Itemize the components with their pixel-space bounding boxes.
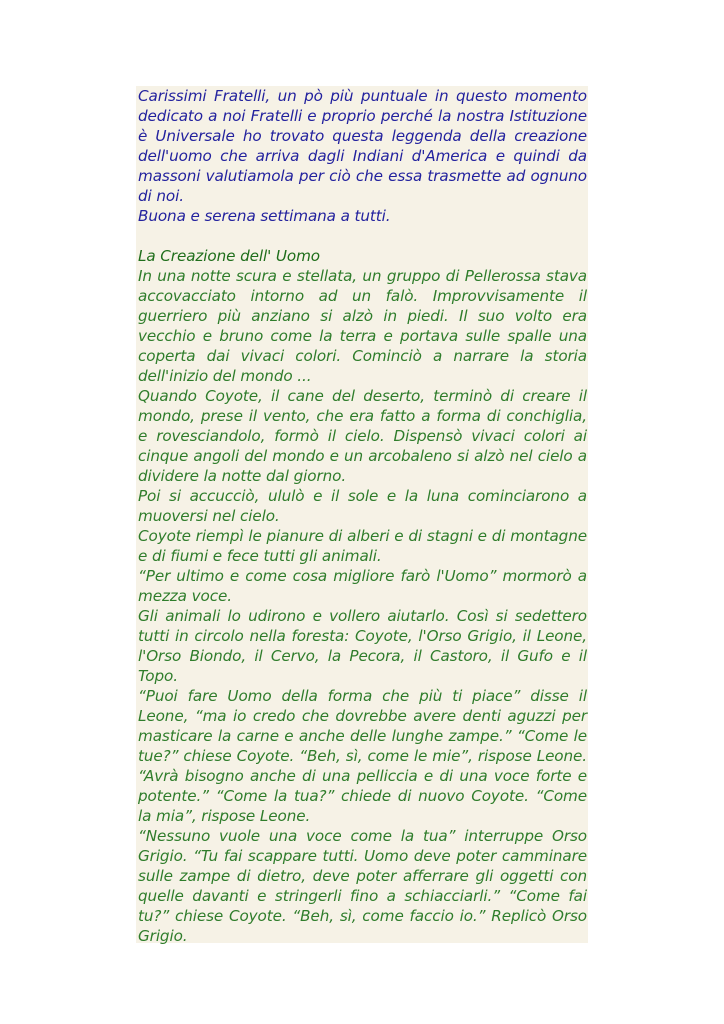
text-block (136, 86, 588, 943)
story-paragraph: Poi si accucciò, ululò e il sole e la luna cominciarono a muoversi nel cielo. (138, 487, 587, 525)
intro-paragraph: Carissimi Fratelli, un pò più puntuale in questo momento dedicato a noi Fratelli e proprio perché la nostra Istituzione è Universale ho trovato questa leggenda della creazione dell'uomo che arriva dagli Indiani d'America e quindi da massoni valutiamola per ciò che essa trasmette ad ognuno di noi. (138, 87, 587, 205)
story-paragraph: Coyote riempì le pianure di alberi e di stagni e di montagne e di fiumi e fece tutti gli animali. (138, 527, 587, 565)
paragraph-spacer (138, 226, 587, 246)
story-paragraph: Gli animali lo udirono e vollero aiutarlo. Così si sedettero tutti in circolo nella foresta: Coyote, l'Orso Grigio, il Leone, l'Orso Biondo, il Cervo, la Pecora, il Castoro, il Gufo e il Topo. (138, 607, 587, 685)
story-paragraph: “Nessuno vuole una voce come la tua” interruppe Orso Grigio. “Tu fai scappare tutti. Uomo deve poter camminare sulle zampe di dietro, deve poter afferrare gli oggetti con quelle davanti e stringerli fino a schiacciarli.” “Come fai tu?” chiese Coyote. “Beh, sì, come faccio io.” Replicò Orso Grigio. (138, 827, 587, 945)
story-paragraph: “Puoi fare Uomo della forma che più ti piace” disse il Leone, “ma io credo che dovrebbe avere denti aguzzi per masticare la carne e anche delle lunghe zampe.” “Come le tue?” chiese Coyote. “Beh, sì, come le mie”, rispose Leone. “Avrà bisogno anche di una pelliccia e di una voce forte e potente.” “Come la tua?” chiede di nuovo Coyote. “Come la mia”, rispose Leone. (138, 687, 587, 825)
story-paragraph: “Per ultimo e come cosa migliore farò l'Uomo” mormorò a mezza voce. (138, 567, 587, 605)
story-title: La Creazione dell' Uomo (138, 247, 320, 265)
story-paragraph: In una notte scura e stellata, un gruppo di Pellerossa stava accovacciato intorno ad un falò. Improvvisamente il guerriero più anziano si alzò in piedi. Il suo volto era vecchio e bruno come la terra e portava sulle spalle una coperta dai vivaci colori. Cominciò a narrare la storia dell'inizio del mondo ... (138, 267, 587, 385)
story-paragraph: Quando Coyote, il cane del deserto, terminò di creare il mondo, prese il vento, che era fatto a forma di conchiglia, e rovesciandolo, formò il cielo. Dispensò vivaci colori ai cinque angoli del mondo e un arcobaleno si alzò nel cielo a dividere la notte dal giorno. (138, 387, 587, 485)
intro-greeting: Buona e serena settimana a tutti. (138, 207, 391, 225)
